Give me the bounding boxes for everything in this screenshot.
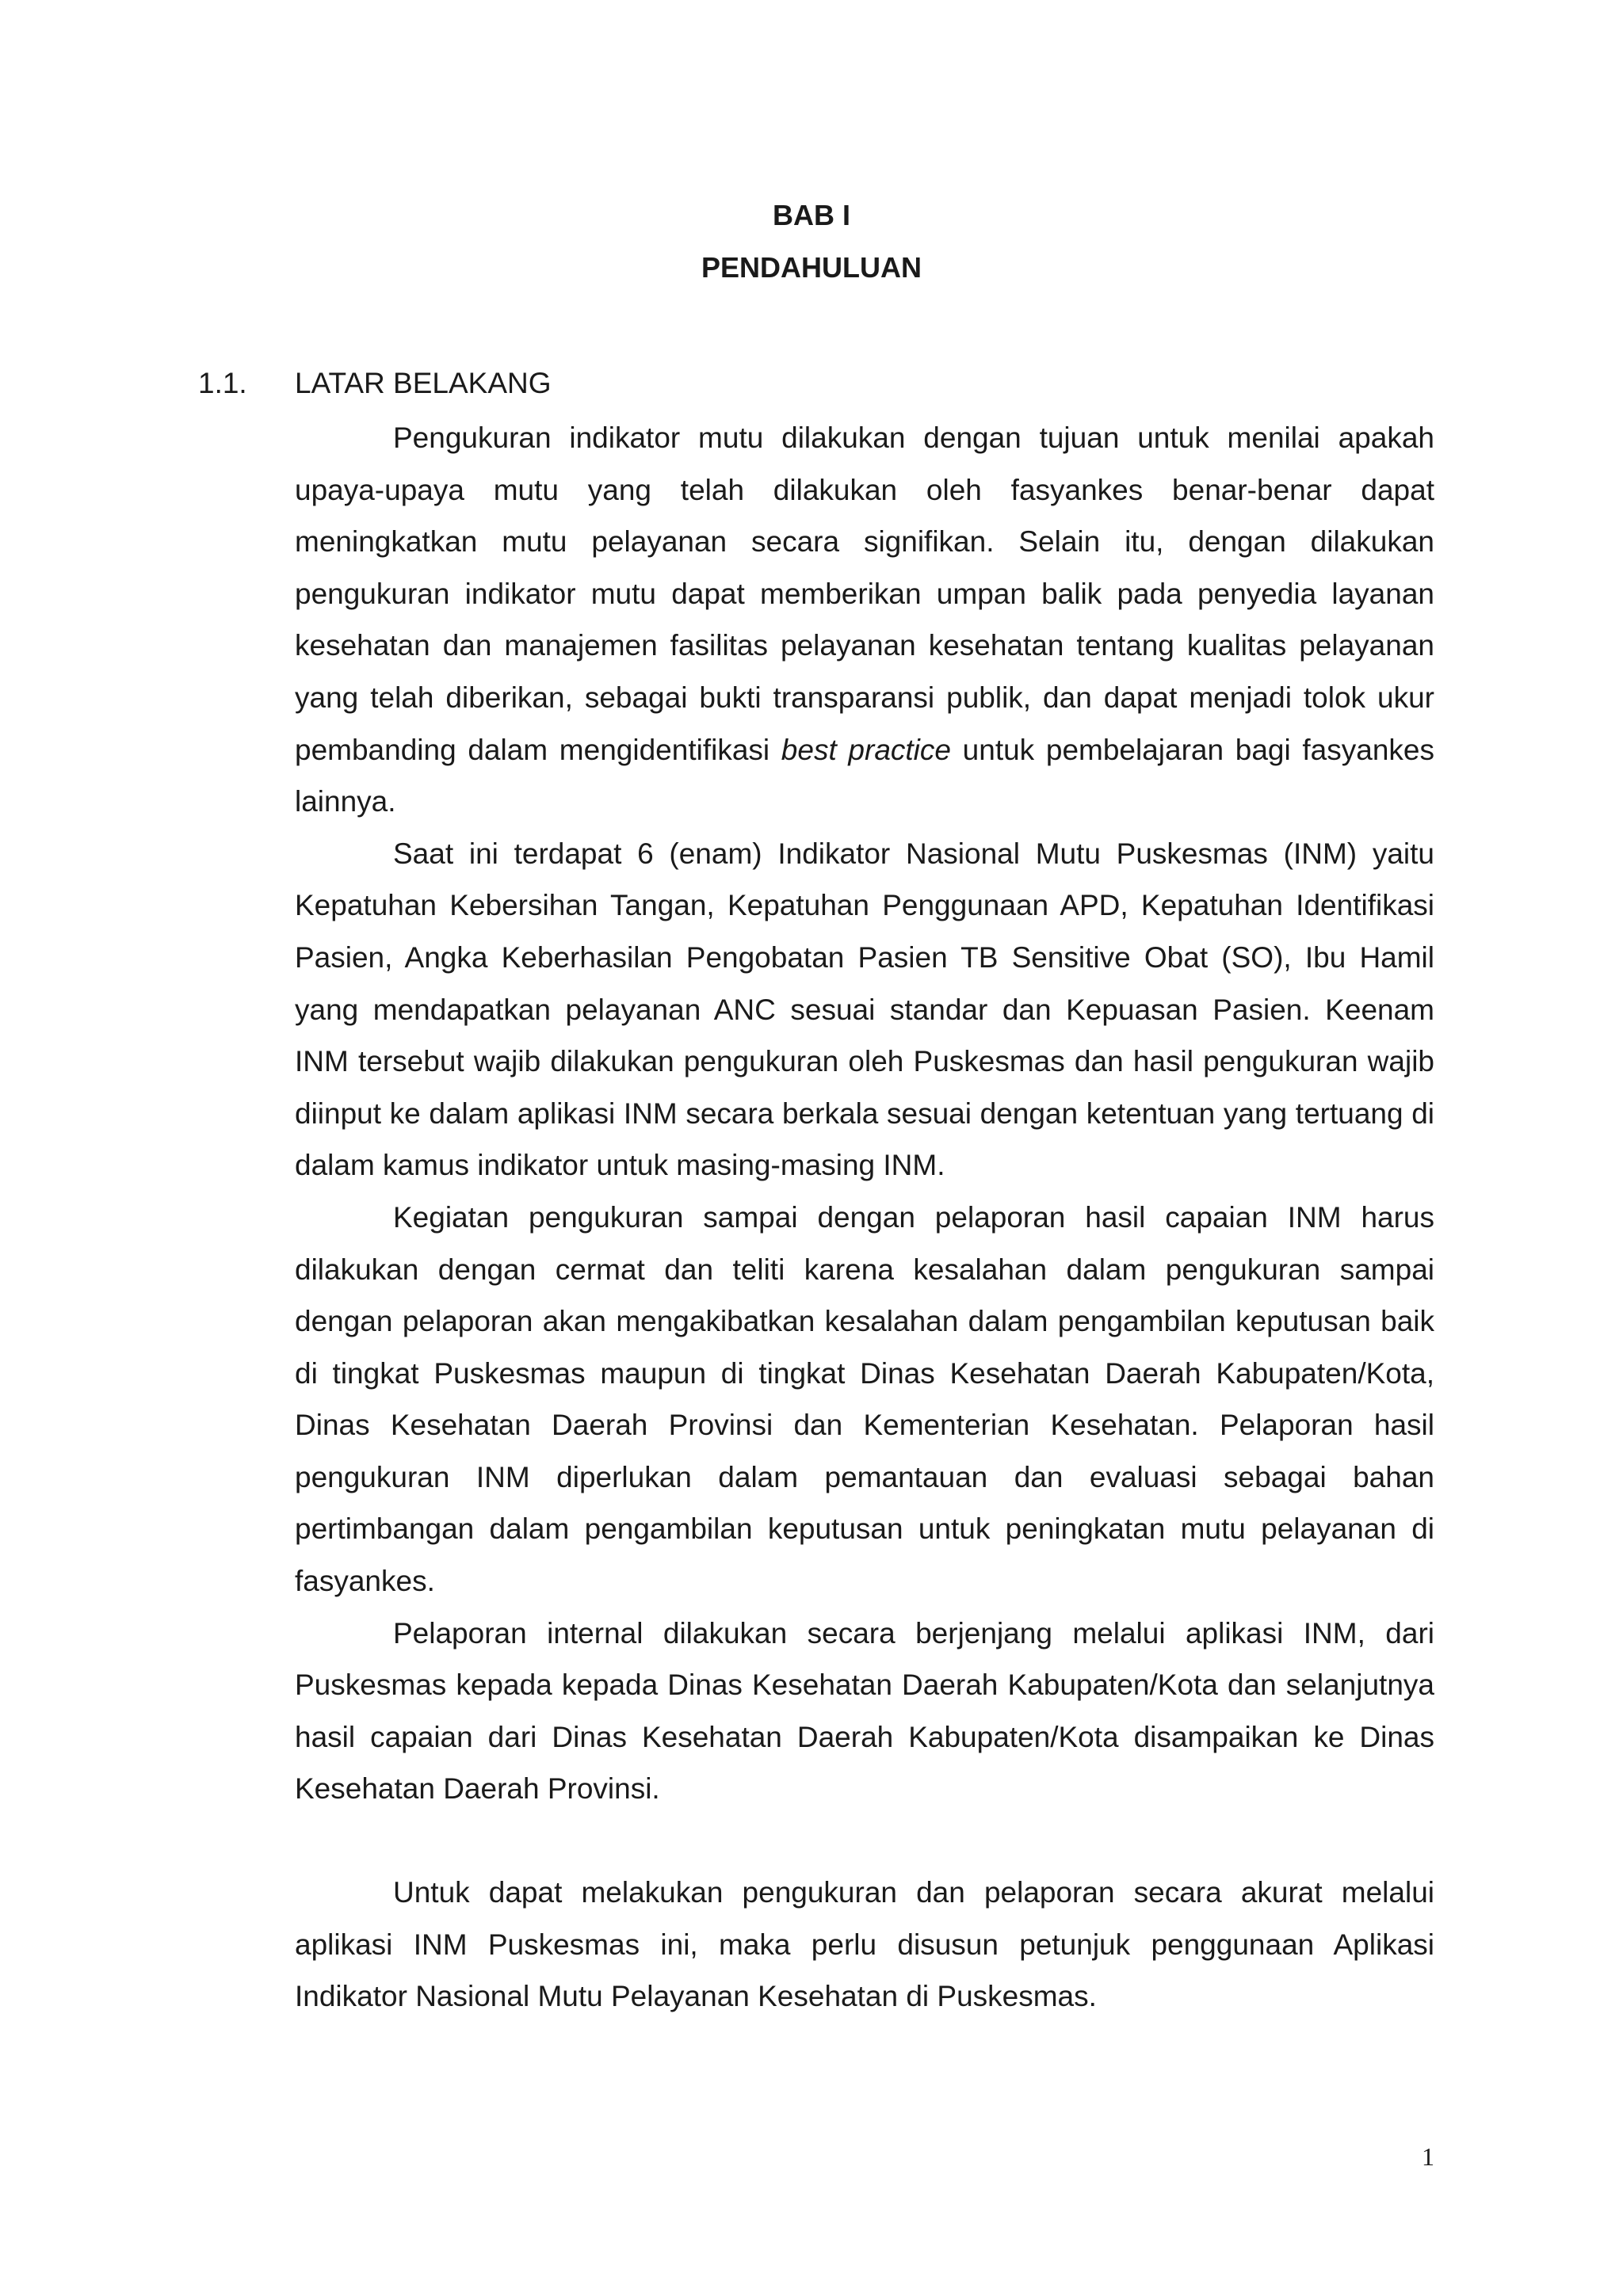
section-title: LATAR BELAKANG xyxy=(295,367,552,399)
page-number: 1 xyxy=(1422,2142,1434,2171)
paragraph-2: Saat ini terdapat 6 (enam) Indikator Nasional Mutu Puskesmas (INM) yaitu Kepatuhan Kebersihan Tangan, Kepatuhan Penggunaan APD, Kepatuhan Identifikasi Pasien, Angka Keberhasilan Pengobatan Pasien TB Sensitive Obat (SO), Ibu Hamil yang mendapatkan pelayanan ANC sesuai standar dan Kepuasan Pasien. Keenam INM tersebut wajib dilakukan pengukuran oleh Puskesmas dan hasil pengukuran wajib diinput ke dalam aplikasi INM secara berkala sesuai dengan ketentuan yang tertuang di dalam kamus indikator untuk masing-masing INM. xyxy=(295,837,1434,1182)
section-heading xyxy=(198,366,552,401)
chapter-number: BAB I xyxy=(773,199,850,231)
paragraph-4: Pelaporan internal dilakukan secara berjenjang melalui aplikasi INM, dari Puskesmas kepada kepada Dinas Kesehatan Daerah Kabupaten/Kota dan selanjutnya hasil capaian dari Dinas Kesehatan Daerah Kabupaten/Kota disampaikan ke Dinas Kesehatan Daerah Provinsi. xyxy=(295,1616,1434,1806)
section-body xyxy=(295,412,1434,2023)
section-number: 1.1. xyxy=(198,367,247,399)
paragraph-3: Kegiatan pengukuran sampai dengan pelaporan hasil capaian INM harus dilakukan dengan cermat dan teliti karena kesalahan dalam pengukuran sampai dengan pelaporan akan mengakibatkan kesalahan dalam pengambilan keputusan baik di tingkat Puskesmas maupun di tingkat Dinas Kesehatan Daerah Kabupaten/Kota, Dinas Kesehatan Daerah Provinsi dan Kementerian Kesehatan. Pelaporan hasil pengukuran INM diperlukan dalam pemantauan dan evaluasi sebagai bahan pertimbangan dalam pengambilan keputusan untuk peningkatan mutu pelayanan di fasyankes. xyxy=(295,1200,1434,1598)
paragraph-1 xyxy=(295,412,1434,828)
chapter-title: PENDAHULUAN xyxy=(701,251,922,284)
paragraph-1-emphasis: best practice xyxy=(781,733,951,766)
paragraph-1-text-after: untuk pembelajaran bagi fasyankes lainnya. xyxy=(295,733,1434,818)
paragraph-5: Untuk dapat melakukan pengukuran dan pelaporan secara akurat melalui aplikasi INM Puskesmas ini, maka perlu disusun petunjuk penggunaan Aplikasi Indikator Nasional Mutu Pelayanan Kesehatan di Puskesmas. xyxy=(295,1876,1434,2013)
paragraph-1-text-before: Pengukuran indikator mutu dilakukan dengan tujuan untuk menilai apakah upaya-upaya mutu yang telah dilakukan oleh fasyankes benar-benar dapat meningkatkan mutu pelayanan secara signifikan. Selain itu, dengan dilakukan pengukuran indikator mutu dapat memberikan umpan balik pada penyedia layanan kesehatan dan manajemen fasilitas pelayanan kesehatan tentang kualitas pelayanan yang telah diberikan, sebagai bukti transparansi publik, dan dapat menjadi tolok ukur pembanding dalam mengidentifikasi xyxy=(295,421,1434,766)
